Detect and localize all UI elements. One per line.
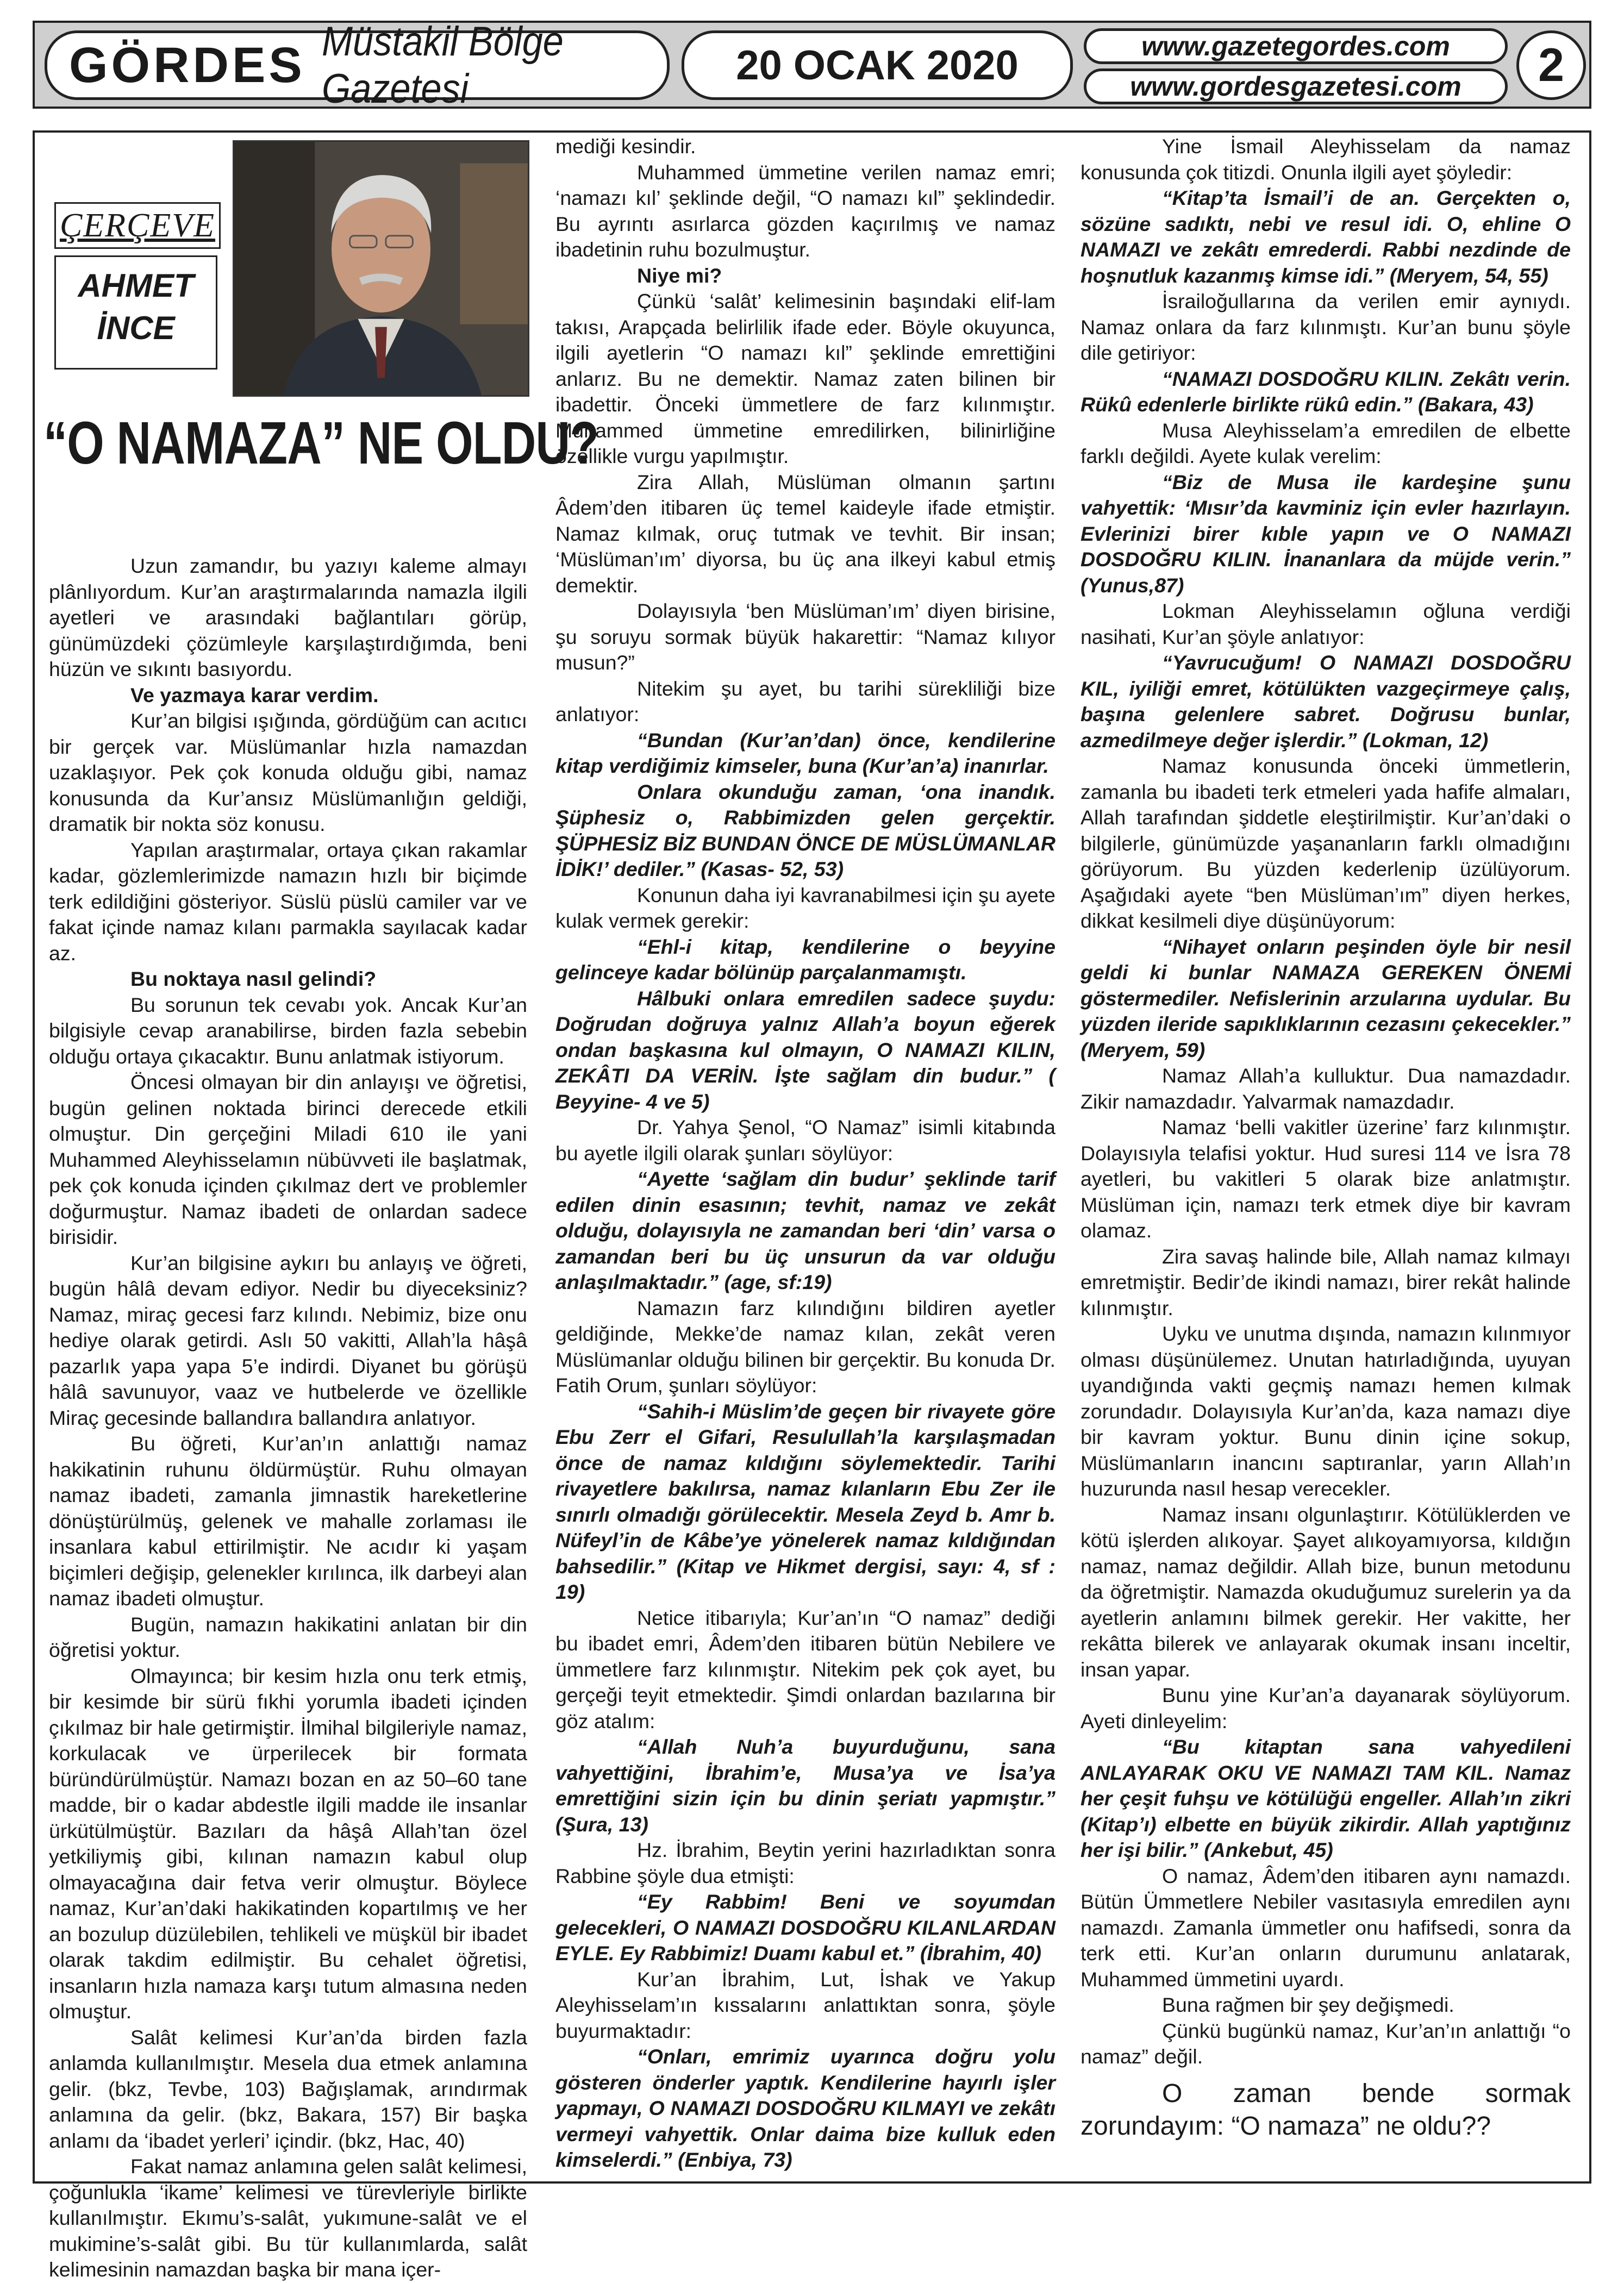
- page-number: 2: [1516, 30, 1586, 100]
- paragraph: Buna rağmen bir şey değişmedi.: [1162, 1993, 1454, 2016]
- author-box: [54, 255, 217, 370]
- paragraph: Muhammed ümmetine verilen namaz emri; ‘namazı kıl’ şeklinde değil, “O namazı kıl” şeklindedir. Bu ayrıntı asırlarca gözden kaçırılmış ve namaz ibadetinin ruhu bozulmuştur.: [555, 160, 1055, 261]
- paragraph: Musa Aleyhisselam’a emredilen de elbette farklı değildi. Ayete kulak verelim:: [1080, 418, 1571, 467]
- paragraph: Dr. Yahya Şenol, “O Namaz” isimli kitabında bu ayetle ilgili olarak şunları söylüyor:: [555, 1116, 1055, 1165]
- article-column-3: [1080, 134, 1571, 2143]
- quote: “Bu kitaptan sana vahyedileni ANLAYARAK OKU VE NAMAZI TAM KIL. Namaz her çeşit fuhşu ve kötülüğü engeller. Allah’ın zikri (Kitap’ı) elbette en büyük zikirdir. Allah yaptığınız her işi bilir.” (Ankebut, 45): [1080, 1735, 1571, 1861]
- paragraph: Zira savaş halinde bile, Allah namaz kılmayı emretmiştir. Bedir’de ikindi namazı, birer rekât halinde kılınmıştır.: [1080, 1244, 1571, 1319]
- paragraph: Uzun zamandır, bu yazıyı kaleme almayı plânlıyordum. Kur’an araştırmalarında namazla ilgili ayetleri ve arasındaki bağlantıları görüp, günümüzdeki çözümleyle karşılaştırdığımda, beni hüzün ve sıkıntı basıyordu.: [49, 554, 527, 680]
- paragraph: Kur’an İbrahim, Lut, İshak ve Yakup Aleyhisselam’ın kıssalarını anlattıktan sonra, şöyle buyurmaktadır:: [555, 1967, 1055, 2042]
- paragraph: Bu sorunun tek cevabı yok. Ancak Kur’an bilgisiyle cevap aranabilirse, birden fazla sebebin olduğu ortaya çıkacaktır. Bunu anlatmak istiyorum.: [49, 993, 527, 1068]
- quote: “Ey Rabbim! Beni ve soyumdan gelecekleri, O NAMAZI DOSDOĞRU KILANLARDAN EYLE. Ey Rabbimiz! Duamı kabul et.” (İbrahim, 40): [555, 1890, 1055, 1965]
- paragraph: Kur’an bilgisi ışığında, gördüğüm can acıtıcı bir gerçek var. Müslümanlar hızla namazdan uzaklaşıyor. Pek çok konuda olduğu gibi, namaz konusunda da Kur’ansız Müslümanlığın geldiği, dramatik bir nokta söz konusu.: [49, 709, 527, 835]
- quote: “Yavrucuğum! O NAMAZI DOSDOĞRU KIL, iyiliği emret, kötülükten vazgeçirmeye çalış, başına gelenlere sabret. Doğrusu bunlar, azmedilmeye değer işlerdir.” (Lokman, 12): [1080, 651, 1571, 752]
- subheading: Bu noktaya nasıl gelindi?: [130, 967, 377, 990]
- website-links: [1084, 25, 1508, 105]
- column-kicker: ÇERÇEVE: [54, 202, 221, 249]
- paragraph: Olmayınca; bir kesim hızla onu terk etmiş, bir kesimde bir sürü fıkhi yorumla ibadeti içinden çıkılmaz bir hale getirmiştir. İlmihal bilgileriyle namaz, korkulacak ve ürperilecek bir formata büründürülmüştür. Namazı bozan en az 50–60 tane madde, bir o kadar abdestle ilgili madde ile insanlar ürkütülmüştür. Bazıları da hâşâ Allah’tan özel yetkiliymiş gibi, kılınan namazın kabul olup olmayacağına dair fetva verir olmuştur. Böylece namaz, Kur’an’daki hakikatinden kopartılmış ve her an bozulup düzülebilen, tehlikeli ve müşkül bir ibadet olarak takdim edilmiştir. Bu cehalet öğretisi, insanların hızla namaza karşı tutum almasına neden olmuştur.: [49, 1664, 527, 2023]
- paragraph: Hz. İbrahim, Beytin yerini hazırladıktan sonra Rabbine şöyle dua etmişti:: [555, 1838, 1055, 1887]
- quote: “Biz de Musa ile kardeşine şunu vahyettik: ‘Mısır’da kavminiz için evler hazırlayın. Evlerinizi birer kıble yapın ve O NAMAZI DOSDOĞRU KILIN. İnananlara da müjde verin.” (Yunus,87): [1080, 470, 1571, 597]
- paragraph: Namaz ‘belli vakitler üzerine’ farz kılınmıştır. Dolayısıyla telafisi yoktur. Hud suresi 114 ve İsra 78 ayetleri, bu vakitleri 5 olarak bize anlatmıştır. Müslüman için, namazı terk etmek diye bir kavram olamaz.: [1080, 1116, 1571, 1242]
- quote: “NAMAZI DOSDOĞRU KILIN. Zekâtı verin. Rükû edenlerle birlikte rükû edin.” (Bakara, 43): [1080, 367, 1571, 416]
- brand-subtitle: Müstakil Bölge Gazetesi: [321, 18, 564, 112]
- paragraph: Çünkü bugünkü namaz, Kur’an’ın anlattığı “o namaz” değil.: [1080, 2019, 1571, 2068]
- author-first-name: AHMET: [78, 267, 194, 304]
- paragraph: Uyku ve unutma dışında, namazın kılınmıyor olması düşünülemez. Unutan hatırladığında, uyuyan uyandığında vakti geçmiş namazı hemen kılmak zorundadır. Dolayısıyla Kur’an’da, kaza namazı diye bir kavram yoktur. Bunu dinin içine sokup, Müslümanların inancını saptıranlar, yarın Allah’ın huzurunda nasıl hesap verecekler.: [1080, 1322, 1571, 1500]
- quote: “Ehl-i kitap, kendilerine o beyyine gelinceye kadar bölünüp parçalanmamıştı.: [555, 935, 1055, 984]
- website-link-2[interactable]: www.gordesgazetesi.com: [1084, 68, 1508, 104]
- paragraph: Yine İsmail Aleyhisselam da namaz konusunda çok titizdi. Onunla ilgili ayet şöyledir:: [1080, 135, 1571, 184]
- paragraph: Zira Allah, Müslüman olmanın şartını Âdem’den itibaren üç temel kaideyle ifade etmiştir. Namaz kılmak, oruç tutmak ve tevhit. Bir insan; ‘Müslüman’ım’ diyorsa, bu üç ana ilkeyi kabul etmiş demektir.: [555, 470, 1055, 597]
- paragraph: Çünkü ‘salât’ kelimesinin başındaki elif-lam takısı, Arapçada belirlilik ifade eder. Böyle okuyunca, ilgili ayetlerin “O namazı kıl” şeklinde emrettiğini anlarız. Bu ne demektir. Namaz zaten bilinen bir ibadettir. Önceki ümmetlere de farz kılınmıştır. Muhammed ümmetine emredilirken, bilinirliğine özellikle vurgu yapılmıştır.: [555, 290, 1055, 467]
- paragraph: Bugün, namazın hakikatini anlatan bir din öğretisi yoktur.: [49, 1612, 527, 1661]
- masthead: [33, 18, 1591, 112]
- paragraph: Konunun daha iyi kavranabilmesi için şu ayete kulak vermek gerekir:: [555, 883, 1055, 932]
- paragraph: O namaz, Âdem’den itibaren aynı namazdı. Bütün Ümmetlere Nebiler vasıtasıyla emredilen aynı namazdı. Zamanla ümmetler onu hafifsedi, sonra da terk etti. Kur’an onların durumunu anlatarak, Muhammed ümmetini uyardı.: [1080, 1864, 1571, 1991]
- paragraph: Bunu yine Kur’an’a dayanarak söylüyorum. Ayeti dinleyelim:: [1080, 1684, 1571, 1732]
- quote: Hâlbuki onlara emredilen sadece şuydu: Doğrudan doğruya yalnız Allah’a boyun eğerek ondan başkasına kul olmayın, O NAMAZI KILIN, ZEKÂTI DA VERİN. İşte sağlam din budur.” ( Beyyine- 4 ve 5): [555, 986, 1055, 1113]
- quote: “Ayette ‘sağlam din budur’ şeklinde tarif edilen dinin esasının; tevhit, namaz ve zekât olduğu, dolayısıyla ne zamandan beri ‘din’ varsa o zamandan beri bu üç unsurun da var olduğu anlaşılmaktadır.” (age, sf:19): [555, 1167, 1055, 1293]
- paragraph: Dolayısıyla ‘ben Müslüman’ım’ diyen birisine, şu soruyu sormak büyük hakarettir: “Namaz kılıyor musun?”: [555, 599, 1055, 674]
- quote: “Bundan (Kur’an’dan) önce, kendilerine kitap verdiğimiz kimseler, buna (Kur’an’a) inanırlar.: [555, 728, 1055, 777]
- paragraph: Bu öğreti, Kur’an’ın anlattığı namaz hakikatinin ruhunu öldürmüştür. Ruhu olmayan namaz ibadeti, zamanla jimnastik hareketlerine dönüştürülmüş, gelenek ve mahalle zorlaması ile insanlara kabul ettirilmiştir. Ne acıdır ki yaşam biçimleri değişip, gelenekler kırılınca, ilk darbeyi alan namaz ibadeti olmuştur.: [49, 1432, 527, 1610]
- newspaper-logo[interactable]: [45, 18, 670, 112]
- paragraph: Namaz konusunda önceki ümmetlerin, zamanla bu ibadeti terk etmeleri yada hafife almaları, Allah tarafından şiddetle eleştirilmiştir. Kur’an’daki o bilgilerle, günümüzde yaşananların farklı olmadığını görüyorum. Bu yüzden kederlenip üzülüyorum. Aşağıdaki ayete “ben Müslüman’ım” diyen herkes, dikkat kesilmeli diye düşünüyorum:: [1080, 754, 1571, 932]
- author-last-name: İNCE: [97, 310, 175, 346]
- website-link-1[interactable]: www.gazetegordes.com: [1084, 28, 1508, 64]
- subheading: Niye mi?: [637, 264, 722, 287]
- paragraph: Salât kelimesi Kur’an’da birden fazla anlamda kullanılmıştır. Mesela dua etmek anlamına gelir. (bkz, Tevbe, 103) Bağışlamak, arındırmak anlamına da gelir. (bkz, Bakara, 157) Bir başka anlamı da ‘ibadet yerleri’ içindir. (bkz, Hac, 40): [49, 2025, 527, 2152]
- paragraph: Fakat namaz anlamına gelen salât kelimesi, çoğunlukla ‘ikame’ kelimesi ve türevleriyle birlikte kullanılmıştır. Ekımu’s-salât, yukımune-salât ve el mukimine’s-salât gibi. Bu tür kullanımlarda, salât kelimesinin namazdan başka bir mana içer-: [49, 2155, 527, 2281]
- brand-name: GÖRDES: [69, 37, 305, 93]
- article-column-2: [555, 134, 1055, 2173]
- paragraph: Namaz Allah’a kulluktur. Dua namazdadır. Zikir namazdadır. Yalvarmak namazdadır.: [1080, 1064, 1571, 1113]
- quote: “Onları, emrimiz uyarınca doğru yolu gösteren önderler yaptık. Kendilerine hayırlı işler yapmayı, O NAMAZI DOSDOĞRU KILMAYI ve zekâtı vermeyi vahyettik. Onlar daima bize kulluk eden kimselerdi.” (Enbiya, 73): [555, 2045, 1055, 2171]
- quote: Onlara okunduğu zaman, ‘ona inandık. Şüphesiz o, Rabbimizden gelen gerçektir. ŞÜPHESİZ BİZ BUNDAN ÖNCE DE MÜSLÜMANLAR İDİK!’ dediler.” (Kasas- 52, 53): [555, 780, 1055, 880]
- paragraph: Netice itibarıyla; Kur’an’ın “O namaz” dediği bu ibadet emri, Âdem’den itibaren bütün Nebilere ve ümmetlere farz kılınmıştır. Nitekim pek çok ayet, bu gerçeği teyit etmektedir. Şimdi onlardan bazılarına bir göz atalım:: [555, 1606, 1055, 1732]
- issue-date: 20 OCAK 2020: [682, 30, 1073, 100]
- paragraph: Öncesi olmayan bir din anlayışı ve öğretisi, bugün gelinen noktada birinci derecede etkili olmuştur. Din gerçeğini Miladi 610 ile yani Muhammed Aleyhisselamın nübüvveti ile başlatmak, pek çok konuda içinden çıkılmaz dert ve problemler doğurmuştur. Namaz ibadeti de onlardan sadece birisidir.: [49, 1071, 527, 1248]
- paragraph: Nitekim şu ayet, bu tarihi sürekliliği bize anlatıyor:: [555, 677, 1055, 725]
- quote: “Kitap’ta İsmail’i de an. Gerçekten o, sözüne sadıktı, nebi ve resul idi. O, ehline O NAMAZI ve zekâtı emrederdi. Rabbi nezdinde de hoşnutluk kazanmış kimse idi.” (Meryem, 54, 55): [1080, 186, 1571, 287]
- paragraph: Namazın farz kılındığını bildiren ayetler geldiğinde, Mekke’de namaz kılan, zekât veren Müslümanlar olduğu bilinen bir gerçektir. Bu konuda Dr. Fatih Orum, şunları söylüyor:: [555, 1296, 1055, 1397]
- paragraph: mediği kesindir.: [555, 135, 696, 158]
- quote: “Allah Nuh’a buyurduğunu, sana vahyettiğini, İbrahim’e, Musa’ya ve İsa’ya emrettiğini sizin için bu dinin şeriatı yapmıştır.” (Şura, 13): [555, 1735, 1055, 1836]
- paragraph: Lokman Aleyhisselamın oğluna verdiği nasihati, Kur’an şöyle anlatıyor:: [1080, 599, 1571, 648]
- paragraph: Yapılan araştırmalar, ortaya çıkan rakamlar kadar, gözlemlerimizde namazın hızlı bir biçimde terk edildiğini gösteriyor. Süslü püslü camiler var ve fakat içinde namaz kılanı parmakla sayılacak kadar az.: [49, 838, 527, 965]
- paragraph: Namaz insanı olgunlaştırır. Kötülüklerden ve kötü işlerden alıkoyar. Şayet alıkoyamıyorsa, kıldığın namaz, namaz değildir. Allah bize, bunun metodunu da öğretmiştir. Namazda okuduğumuz surelerin ya da ayetlerin anlamını bilmek gerekir. Her vakitte, her rekâtta bilerek ve anlayarak okumak insanı inceltir, insan yapar.: [1080, 1503, 1571, 1681]
- paragraph: Kur’an bilgisine aykırı bu anlayış ve öğreti, bugün hâlâ devam ediyor. Nedir bu diyeceksiniz? Namaz, miraç gecesi farz kılındı. Nebimiz, bize onu hediye olarak getirdi. Aslı 50 vakitti, Allah’la hâşâ pazarlık yapa yapa 5’e indirdi. Diyanet bu görüşü hâlâ savunuyor, vaaz ve hutbelerde ve özellikle Miraç gecesinde ballandıra ballandıra anlatıyor.: [49, 1251, 527, 1429]
- paragraph: İsrailoğullarına da verilen emir aynıydı. Namaz onlara da farz kılınmıştı. Kur’an bunu şöyle dile getiriyor:: [1080, 290, 1571, 364]
- author-photo: [233, 140, 529, 397]
- quote: “Nihayet onların peşinden öyle bir nesil geldi ki bunlar NAMAZA GEREKEN ÖNEMİ göstermediler. Nefislerinin arzularına uydular. Bu yüzden ileride sapıklıklarının cezasını çekecekler.” (Meryem, 59): [1080, 935, 1571, 1061]
- article-column-1: [49, 553, 527, 2283]
- closing-line: O zaman bende sormak zorundayım: “O namaza” ne oldu??: [1080, 2079, 1571, 2141]
- quote: “Sahih-i Müslim’de geçen bir rivayete göre Ebu Zerr el Gifari, Resulullah’la karşılaşmadan önce de namaz kıldığını söylemektedir. Tarihi rivayetlere bakılırsa, namaz kılanların Ebu Zer ile sınırlı olmadığı görülecektir. Mesela Zeyd b. Amr b. Nüfeyl’in de Kâbe’ye yönelerek namaz kıldığından bahsedilir.” (Kitap ve Hikmet dergisi, sayı: 4, sf : 19): [555, 1399, 1055, 1603]
- paragraph: Ve yazmaya karar verdim.: [130, 683, 379, 706]
- article-title: “O NAMAZA” NE OLDU?: [43, 410, 599, 477]
